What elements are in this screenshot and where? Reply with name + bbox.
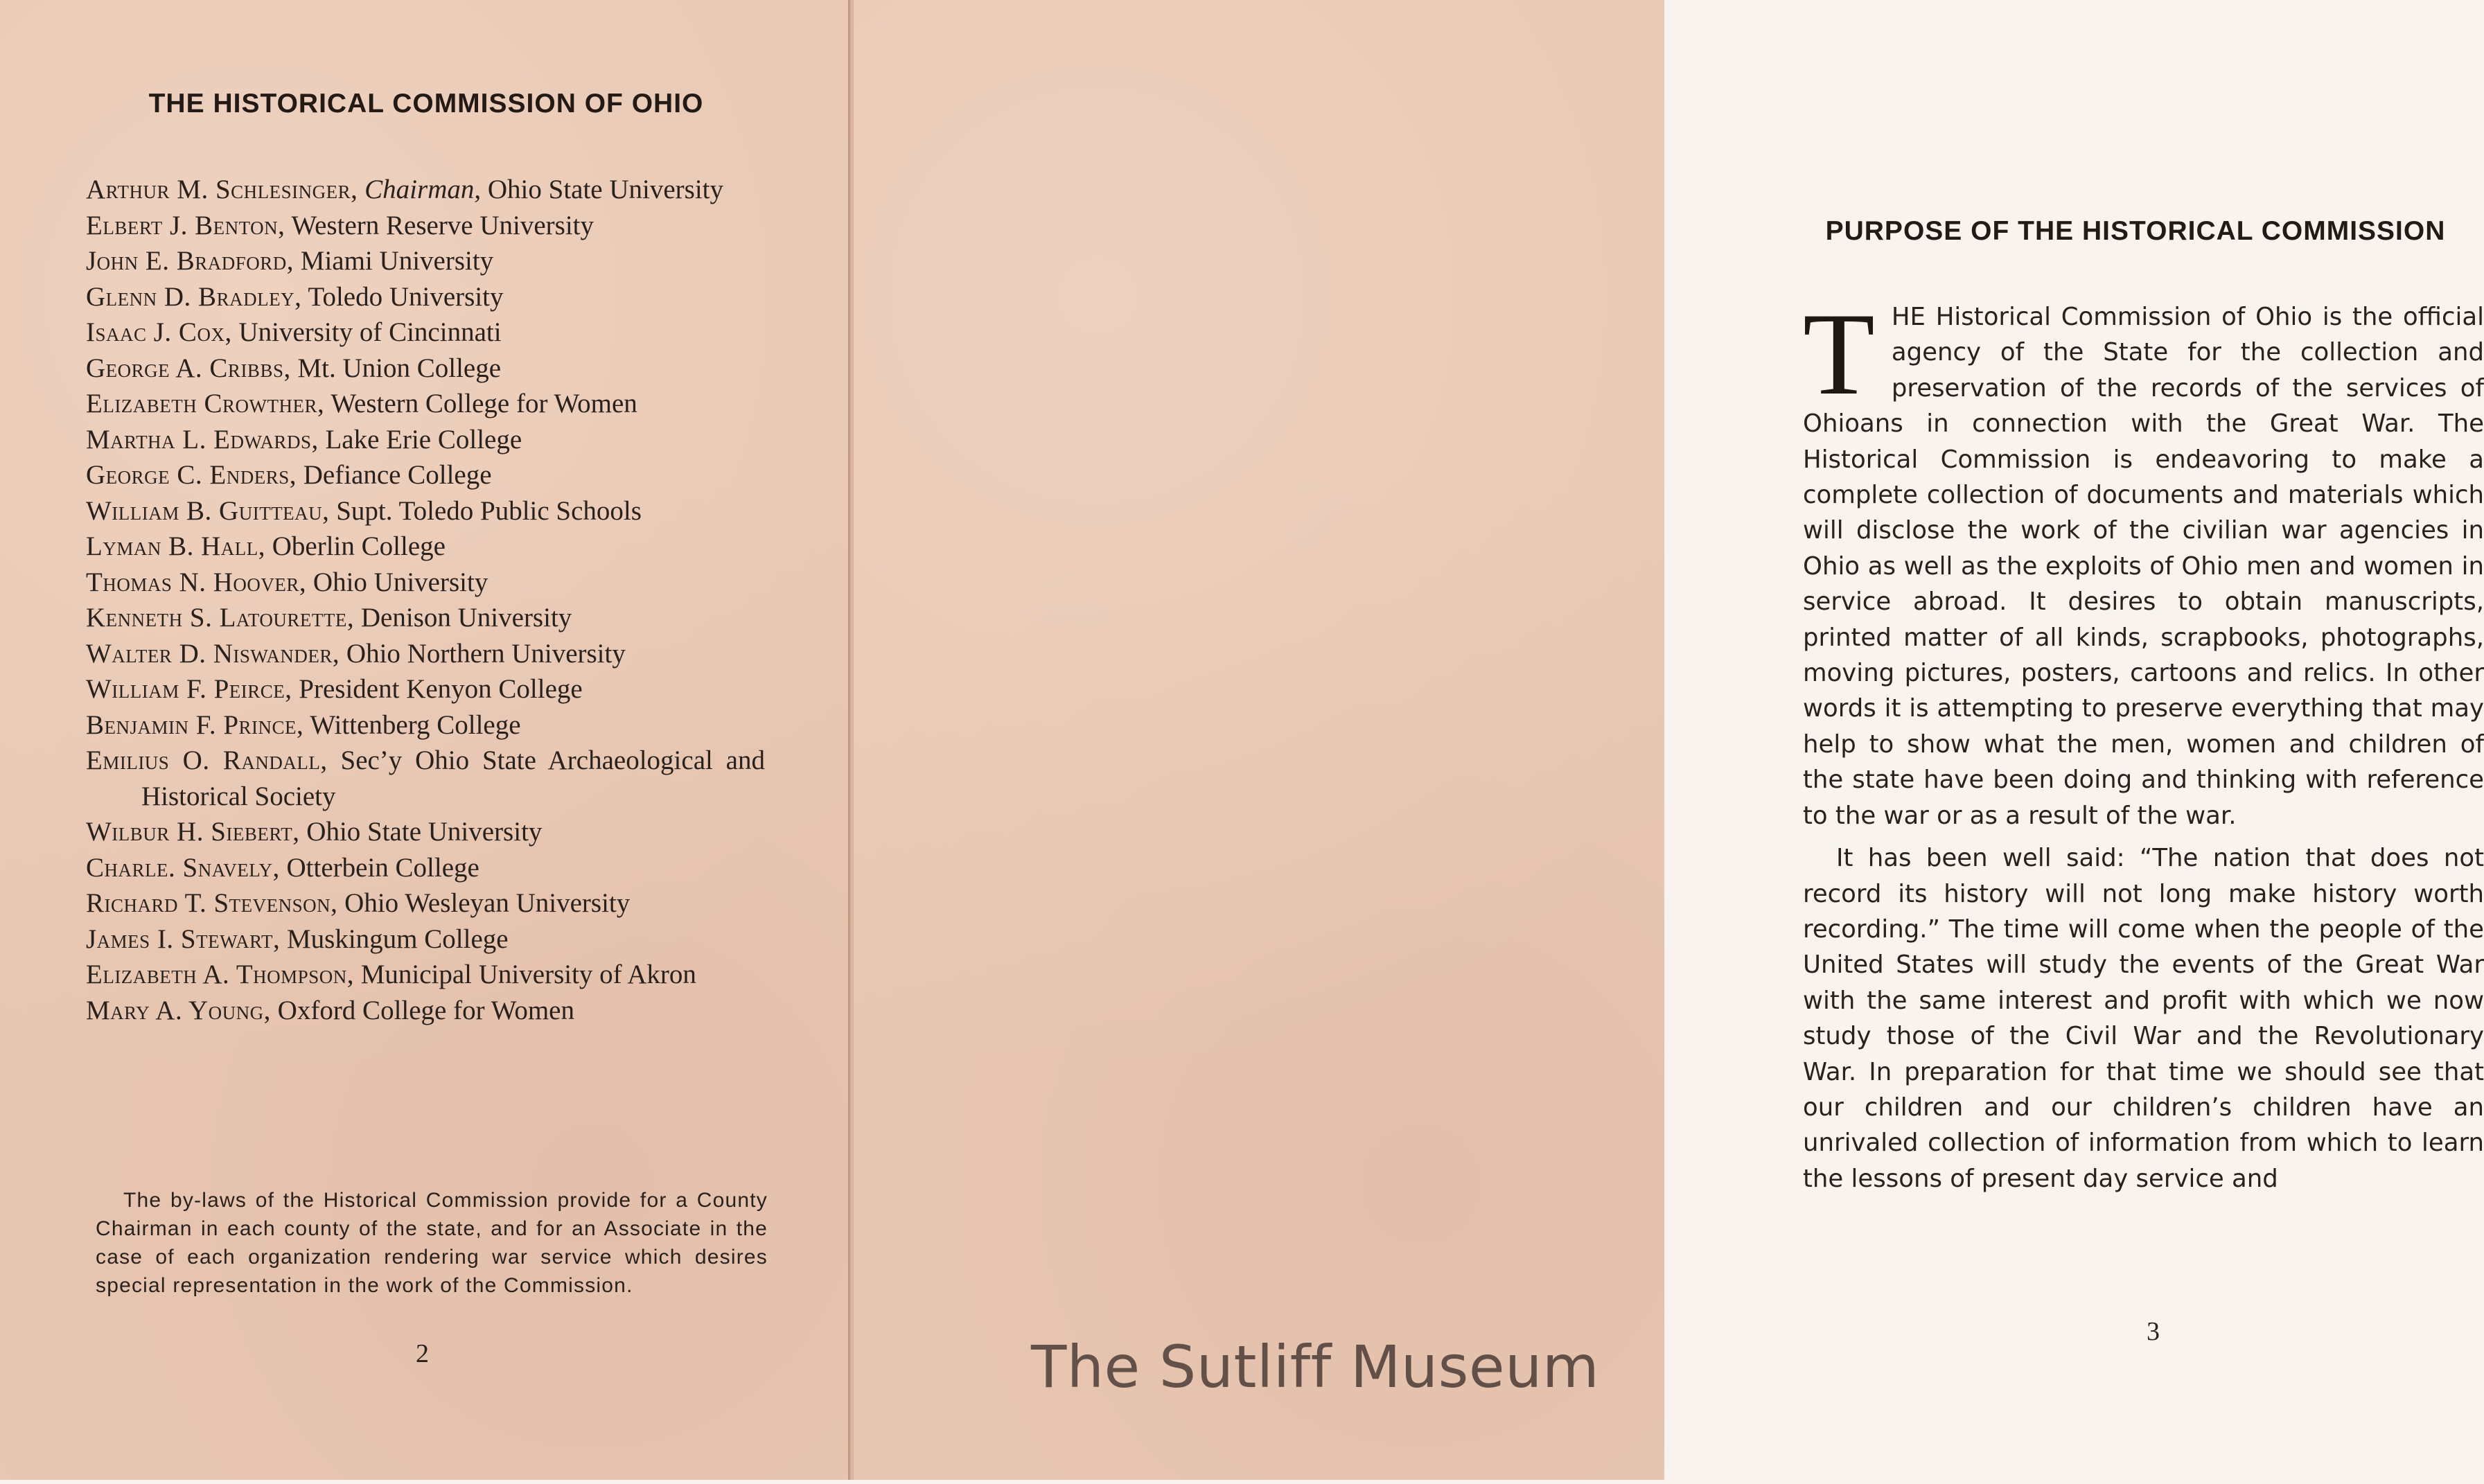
member-name: Benjamin F. Prince, (86, 709, 304, 740)
member-entry (86, 172, 765, 208)
drop-cap: T (1803, 289, 1875, 419)
member-entry (86, 671, 765, 707)
member-affiliation: Supt. Toledo Public Schools (336, 495, 642, 526)
member-entry (86, 885, 765, 921)
member-name: Charle. Snavely, (86, 852, 280, 883)
member-name: Thomas N. Hoover, (86, 567, 307, 597)
member-name: Elizabeth A. Thompson, (86, 960, 354, 989)
member-entry (86, 565, 765, 601)
member-affiliation: Ohio State University (487, 175, 724, 204)
member-name: Lyman B. Hall, (86, 531, 265, 561)
page-number-right: 3 (2147, 1317, 2160, 1346)
member-affiliation: University of Cincinnati (238, 317, 502, 347)
member-affiliation: Western College for Women (331, 389, 637, 418)
member-name: George C. Enders, (86, 460, 297, 490)
member-role: Chairman, (364, 175, 482, 204)
member-entry (86, 422, 765, 458)
member-affiliation: Ohio State University (306, 817, 543, 847)
member-name: Kenneth S. Latourette, (86, 603, 355, 633)
member-entry (86, 386, 765, 422)
member-name: James I. Stewart, (86, 924, 281, 954)
bylaws-note: The by-laws of the Historical Commission provide for a County Chairman in each county of the state, and for an Associate in the case of each organization rendering war service which desires special representation in the work of the Commission. (96, 1189, 768, 1297)
member-affiliation: Sec’y Ohio State Archaeological and Historical Society (141, 745, 765, 811)
member-name: William F. Peirce, (86, 674, 292, 704)
member-name: Elizabeth Crowther, (86, 389, 325, 418)
member-affiliation: Oberlin College (272, 531, 446, 561)
museum-watermark: The Sutliff Museum (1031, 1333, 1600, 1401)
member-name: Emilius O. Randall, (86, 745, 328, 775)
member-name: Walter D. Niswander, (86, 638, 340, 669)
member-entry (86, 243, 765, 279)
member-entry (86, 600, 765, 636)
member-affiliation: Ohio University (312, 567, 488, 597)
member-affiliation: Mt. Union College (297, 353, 502, 383)
member-affiliation: Denison University (360, 603, 572, 633)
member-name: Martha L. Edwards, (86, 424, 319, 454)
purpose-body (1803, 289, 2484, 1196)
member-name: Glenn D. Bradley, (86, 281, 302, 312)
member-affiliation: Defiance College (303, 460, 492, 490)
member-affiliation: Miami University (300, 246, 494, 276)
member-name: Mary A. Young, (86, 995, 271, 1025)
member-entry (86, 208, 765, 244)
member-affiliation: Municipal University of Akron (360, 960, 696, 989)
member-affiliation: Ohio Northern University (346, 638, 626, 669)
member-affiliation: Ohio Wesleyan University (344, 888, 631, 918)
purpose-paragraph-1 (1803, 289, 2484, 833)
member-entry (86, 315, 765, 351)
member-affiliation: Otterbein College (286, 852, 479, 883)
member-affiliation: Wittenberg College (310, 709, 521, 740)
member-affiliation: Muskingum College (286, 924, 509, 954)
member-name: Arthur M. Schlesinger, (86, 175, 358, 204)
member-name: Wilbur H. Siebert, (86, 817, 300, 847)
member-entry (86, 921, 765, 957)
member-name: John E. Bradford, (86, 246, 294, 276)
member-affiliation: President Kenyon College (299, 674, 583, 704)
member-affiliation: Oxford College for Women (277, 995, 574, 1025)
member-entry (86, 707, 765, 743)
member-entry (86, 529, 765, 565)
commission-heading: THE HISTORICAL COMMISSION OF OHIO (148, 89, 704, 118)
member-affiliation: Lake Erie College (325, 424, 522, 454)
left-page (0, 0, 849, 1480)
member-name: George A. Cribbs, (86, 353, 291, 383)
member-entry (86, 636, 765, 672)
member-name: Elbert J. Benton, (86, 210, 285, 240)
member-entry (86, 743, 765, 814)
member-entry (86, 457, 765, 493)
page-number-left: 2 (416, 1339, 429, 1368)
member-entry (86, 957, 765, 993)
paragraph-1-text: HE Historical Commission of Ohio is the official agency of the State for the collection and preservation of the records of the services of Ohioans in connection with the Great War. The Historical Commission is endeavoring to make a complete collection of documents and materials which will disclose the work of the civilian war agencies in Ohio as well as the exploits of Ohio men and women in service abroad. It desires to obtain manuscripts, printed matter of all kinds, scrapbooks, photographs, moving pictures, posters, cartoons and relics. In other words it is attempting to preserve everything that may help to show what the men, women and children of the state have been doing and thinking with reference to the war or as a result of the war. (1803, 303, 2484, 830)
member-list (86, 172, 765, 1028)
member-name: William B. Guitteau, (86, 495, 330, 526)
member-entry (86, 279, 765, 315)
member-affiliation: Toledo University (308, 281, 504, 312)
member-name: Isaac J. Cox, (86, 317, 232, 347)
member-affiliation: Western Reserve University (291, 210, 594, 240)
member-entry (86, 493, 765, 529)
member-name: Richard T. Stevenson, (86, 888, 338, 918)
member-entry (86, 814, 765, 850)
member-entry (86, 993, 765, 1029)
member-entry (86, 850, 765, 886)
purpose-heading: PURPOSE OF THE HISTORICAL COMMISSION (1825, 216, 2446, 246)
purpose-paragraph-2: It has been well said: “The nation that does not record its history will not long make history worth recording.” The time will come when the people of the United States will study the events of the Great War with the same interest and profit with which we now study those of the Civil War and the Revolutionary War. In preparation for that time we should see that our children and our children’s children have an unrivaled collection of information from which to learn the lessons of present day service and (1803, 844, 2484, 1193)
member-entry (86, 351, 765, 387)
right-page (852, 0, 2484, 1480)
